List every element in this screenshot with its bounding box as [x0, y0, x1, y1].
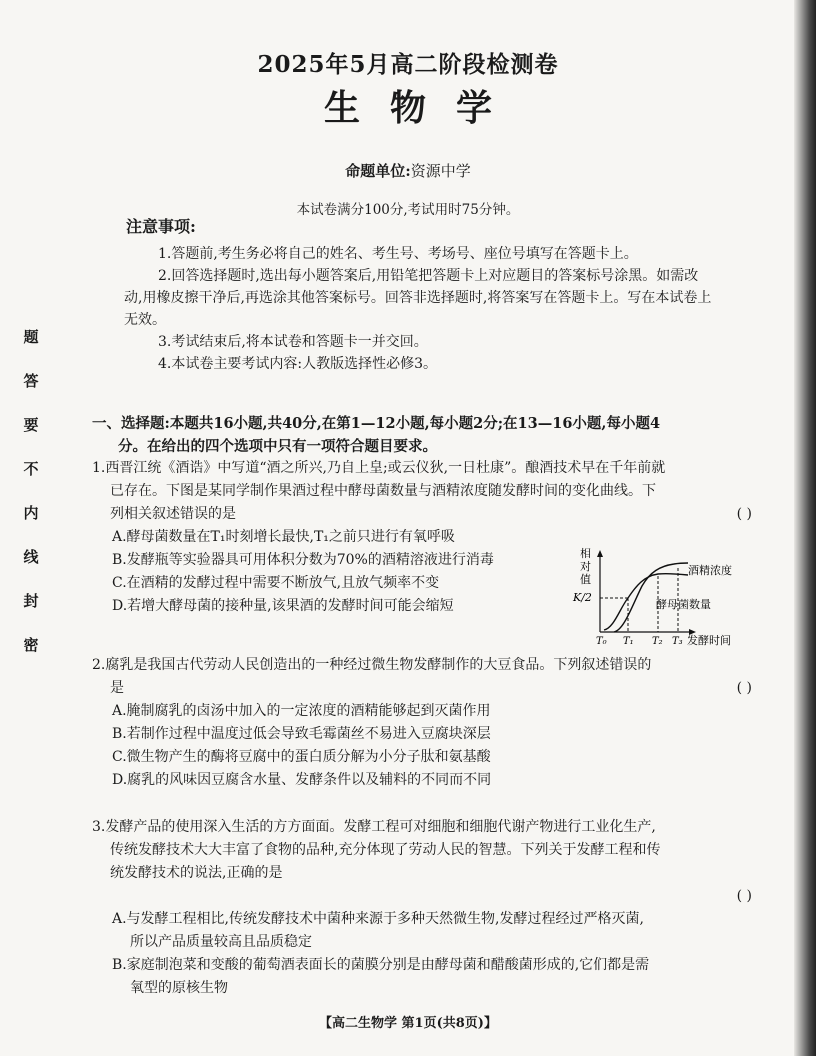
- seal-char: 线: [23, 548, 39, 566]
- q2-stem-line: 2.腐乳是我国古代劳动人民创造出的一种经过微生物发酵制作的大豆食品。下列叙述错误的: [92, 657, 652, 673]
- notice-item: 1.答题前,考生务必将自己的姓名、考生号、考场号、座位号填写在答题卡上。: [158, 246, 638, 262]
- q1-curve-chart: [570, 546, 746, 646]
- exam-title: 2025年5月高二阶段检测卷: [257, 51, 559, 78]
- x-tick-t3: T₃: [672, 636, 683, 646]
- q2-stem-line: [92, 677, 752, 700]
- y-axis-arrow: [597, 550, 603, 557]
- q3-stem-line: 3.发酵产品的使用深入生活的方方面面。发酵工程可对细胞和细胞代谢产物进行工业化生产,: [92, 819, 656, 835]
- page-footer: 【高二生物学 第1页(共8页)】: [319, 1016, 497, 1031]
- y-axis-label: 值: [580, 573, 591, 586]
- subject-title: 生物学: [323, 87, 522, 129]
- answer-paren: ( ): [736, 506, 752, 522]
- q1-option-d: D.若增大酵母菌的接种量,该果酒的发酵时间可能会缩短: [112, 598, 454, 614]
- notice-title: 注意事项:: [126, 217, 196, 236]
- q2-option-a: A.腌制腐乳的卤汤中加入的一定浓度的酒精能够起到灭菌作用: [112, 703, 491, 719]
- q2-option-d: D.腐乳的风味因豆腐含水量、发酵条件以及辅料的不同而不同: [112, 772, 492, 788]
- notice-list: [124, 243, 714, 375]
- notice-item: 2.回答选择题时,选出每小题答案后,用铅笔把答题卡上对应题目的答案标号涂黑。如需改动,用橡皮擦干净后,再选涂其他答案标号。回答非选择题时,将答案写在答题卡上。写在本试卷上无效。: [124, 268, 712, 328]
- legend-yeast: 酵母菌数量: [656, 598, 711, 611]
- notice-item: 3.考试结束后,将本试卷和答题卡一并交回。: [158, 334, 428, 350]
- seal-char: 题: [23, 328, 39, 346]
- y-axis-label: 对: [580, 560, 591, 573]
- q3-option-b-line: B.家庭制泡菜和变酸的葡萄酒表面长的菌膜分别是由酵母菌和醋酸菌形成的,它们都是需: [112, 957, 650, 973]
- answer-paren: ( ): [736, 888, 752, 904]
- q2-stem-tail: 是: [110, 680, 124, 696]
- q2-option-b: B.若制作过程中温度过低会导致毛霉菌丝不易进入豆腐块深层: [112, 726, 491, 742]
- seal-char: 内: [23, 504, 39, 522]
- exam-intro: 本试卷满分100分,考试用时75分钟。: [296, 202, 520, 218]
- q1-option-c: C.在酒精的发酵过程中需要不断放气,且放气频率不变: [112, 575, 440, 591]
- x-tick-t2: T₂: [652, 636, 663, 646]
- q1-stem-line: [92, 503, 752, 526]
- y-axis-label: 相: [580, 547, 591, 560]
- question-2: [92, 654, 752, 792]
- q1-stem-line: 1.西晋江统《酒诰》中写道“酒之所兴,乃自上皇;或云仪狄,一日杜康”。酿酒技术早在千年前就: [92, 460, 666, 476]
- q1-option-b: B.发酵瓶等实验器具可用体积分数为70%的酒精溶液进行消毒: [112, 552, 494, 568]
- legend-alcohol: 酒精浓度: [688, 564, 732, 577]
- answer-paren: ( ): [736, 680, 752, 696]
- seal-char: 要: [23, 416, 39, 434]
- x-tick-t1: T₁: [623, 636, 634, 646]
- notice-item: 4.本试卷主要考试内容:人教版选择性必修3。: [158, 356, 437, 372]
- q3-stem-line: 统发酵技术的说法,正确的是: [110, 865, 283, 881]
- q3-option-a: [92, 908, 752, 954]
- seal-char: 封: [23, 592, 39, 610]
- seal-char: 密: [23, 636, 39, 654]
- k-half-label: K/2: [573, 591, 592, 604]
- q3-paren-line: [92, 885, 752, 908]
- section-heading: [92, 412, 747, 458]
- q1-option-a: A.酵母菌数量在T₁时刻增长最快,T₁之前只进行有氧呼吸: [112, 529, 455, 545]
- section-line: 分。在给出的四个选项中只有一项符合题目要求。: [118, 438, 437, 455]
- question-3: [92, 816, 752, 1000]
- q3-option-b: [92, 954, 752, 1000]
- q1-stem-tail: 列相关叙述错误的是: [110, 506, 236, 522]
- seal-char: 不: [23, 460, 39, 478]
- section-line: 一、选择题:本题共16小题,共40分,在第1—12小题,每小题2分;在13—16小题,每小题4: [92, 415, 661, 432]
- q3-stem-line: 传统发酵技术大大丰富了食物的品种,充分体现了劳动人民的智慧。下列关于发酵工程和传: [110, 842, 661, 858]
- seal-line-note: [20, 330, 42, 682]
- unit-label: 命题单位:: [345, 162, 411, 180]
- author-unit: [0, 160, 816, 181]
- scan-edge: [794, 0, 816, 1056]
- seal-char: 答: [23, 372, 39, 390]
- q3-option-a-line: A.与发酵工程相比,传统发酵技术中菌种来源于多种天然微生物,发酵过程经过严格灭菌,: [112, 911, 644, 927]
- x-axis-label: 发酵时间: [687, 634, 731, 646]
- q2-option-c: C.微生物产生的酶将豆腐中的蛋白质分解为小分子肽和氨基酸: [112, 749, 491, 765]
- q3-option-b-line: 氧型的原核生物: [130, 980, 228, 996]
- unit-name: 资源中学: [410, 162, 471, 180]
- q1-stem-line: 已存在。下图是某同学制作果酒过程中酵母菌数量与酒精浓度随发酵时间的变化曲线。下: [110, 483, 656, 499]
- q3-option-a-line: 所以产品质量较高且品质稳定: [130, 934, 312, 950]
- x-tick-t0: T₀: [596, 636, 607, 646]
